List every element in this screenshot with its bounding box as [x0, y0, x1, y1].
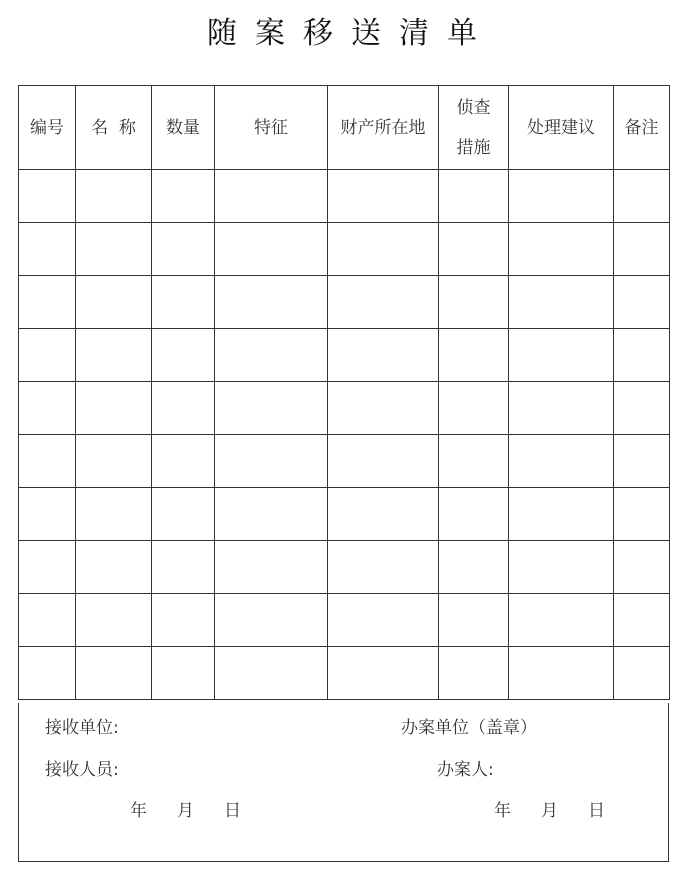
col-handling-suggestion: 处理建议 [509, 86, 614, 170]
receive-date-month: 月 [177, 801, 194, 821]
table-cell[interactable] [614, 382, 670, 435]
table-row [19, 541, 670, 594]
handling-date-year: 年 [494, 801, 511, 821]
table-cell[interactable] [76, 329, 152, 382]
table-cell[interactable] [328, 435, 439, 488]
table-cell[interactable] [509, 170, 614, 223]
receiver-label: 接收人员: [45, 760, 119, 780]
table-cell[interactable] [152, 329, 215, 382]
table-cell[interactable] [439, 223, 509, 276]
table-cell[interactable] [19, 382, 76, 435]
table-cell[interactable] [19, 329, 76, 382]
table-cell[interactable] [509, 276, 614, 329]
table-cell[interactable] [19, 170, 76, 223]
handling-date-month: 月 [541, 801, 558, 821]
table-row [19, 382, 670, 435]
table-cell[interactable] [439, 435, 509, 488]
table-cell[interactable] [76, 647, 152, 700]
form-title: 随案移送清单 [207, 16, 495, 51]
signature-area [18, 703, 669, 862]
table-cell[interactable] [614, 329, 670, 382]
table-cell[interactable] [19, 488, 76, 541]
table-cell[interactable] [152, 223, 215, 276]
table-cell[interactable] [76, 488, 152, 541]
table-cell[interactable] [328, 594, 439, 647]
table-cell[interactable] [328, 276, 439, 329]
table-cell[interactable] [439, 329, 509, 382]
table-cell[interactable] [328, 488, 439, 541]
table-row [19, 223, 670, 276]
handling-date-day: 日 [588, 801, 605, 821]
table-cell[interactable] [152, 541, 215, 594]
table-row [19, 170, 670, 223]
table-cell[interactable] [152, 647, 215, 700]
handler-label: 办案人: [437, 760, 494, 780]
table-cell[interactable] [215, 329, 328, 382]
table-cell[interactable] [614, 435, 670, 488]
table-cell[interactable] [328, 223, 439, 276]
table-cell[interactable] [509, 329, 614, 382]
table-row [19, 594, 670, 647]
table-cell[interactable] [614, 170, 670, 223]
table-cell[interactable] [215, 541, 328, 594]
table-cell[interactable] [19, 223, 76, 276]
table-cell[interactable] [614, 594, 670, 647]
handling-unit-label: 办案单位（盖章） [401, 718, 537, 738]
table-cell[interactable] [215, 170, 328, 223]
table-cell[interactable] [76, 541, 152, 594]
table-cell[interactable] [152, 594, 215, 647]
receive-unit-label: 接收单位: [45, 718, 119, 738]
table-cell[interactable] [152, 276, 215, 329]
table-row [19, 488, 670, 541]
col-features: 特征 [215, 86, 328, 170]
table-cell[interactable] [215, 594, 328, 647]
table-cell[interactable] [439, 170, 509, 223]
table-cell[interactable] [509, 541, 614, 594]
table-cell[interactable] [215, 276, 328, 329]
table-cell[interactable] [509, 223, 614, 276]
col-investigation-measures: 侦查 措施 [439, 86, 509, 170]
table-row [19, 647, 670, 700]
table-cell[interactable] [328, 541, 439, 594]
table-cell[interactable] [439, 594, 509, 647]
col-name: 名 称 [76, 86, 152, 170]
col-quantity: 数量 [152, 86, 215, 170]
table-cell[interactable] [614, 223, 670, 276]
table-cell[interactable] [328, 170, 439, 223]
table-cell[interactable] [19, 647, 76, 700]
table-cell[interactable] [215, 223, 328, 276]
table-cell[interactable] [215, 647, 328, 700]
table-cell[interactable] [328, 329, 439, 382]
table-cell[interactable] [614, 488, 670, 541]
table-cell[interactable] [19, 594, 76, 647]
table-row [19, 329, 670, 382]
table-cell[interactable] [439, 276, 509, 329]
table-cell[interactable] [439, 382, 509, 435]
table-cell[interactable] [328, 382, 439, 435]
col-remarks: 备注 [614, 86, 670, 170]
table-cell[interactable] [19, 435, 76, 488]
table-cell[interactable] [76, 382, 152, 435]
table-cell[interactable] [509, 488, 614, 541]
table-cell[interactable] [76, 435, 152, 488]
receive-date-year: 年 [130, 801, 147, 821]
transfer-list-table [18, 85, 670, 700]
table-cell[interactable] [509, 594, 614, 647]
table-cell[interactable] [152, 170, 215, 223]
table-cell[interactable] [19, 541, 76, 594]
table-cell[interactable] [439, 541, 509, 594]
table-cell[interactable] [614, 541, 670, 594]
table-cell[interactable] [215, 488, 328, 541]
table-cell[interactable] [76, 276, 152, 329]
table-cell[interactable] [439, 488, 509, 541]
receive-date-day: 日 [224, 801, 241, 821]
table-cell[interactable] [328, 647, 439, 700]
table-cell[interactable] [509, 435, 614, 488]
table-cell[interactable] [439, 647, 509, 700]
table-row [19, 435, 670, 488]
col-number: 编号 [19, 86, 76, 170]
table-cell[interactable] [215, 382, 328, 435]
table-cell[interactable] [215, 435, 328, 488]
table-cell[interactable] [509, 382, 614, 435]
table-cell[interactable] [76, 223, 152, 276]
table-cell[interactable] [152, 382, 215, 435]
col-property-location: 财产所在地 [328, 86, 439, 170]
table-body [19, 170, 670, 700]
table-cell[interactable] [152, 488, 215, 541]
table-cell[interactable] [509, 647, 614, 700]
header-row [19, 86, 670, 170]
table-row [19, 276, 670, 329]
table-cell[interactable] [76, 170, 152, 223]
table-cell[interactable] [614, 647, 670, 700]
table-cell[interactable] [614, 276, 670, 329]
table-cell[interactable] [76, 594, 152, 647]
table-cell[interactable] [19, 276, 76, 329]
table-cell[interactable] [152, 435, 215, 488]
